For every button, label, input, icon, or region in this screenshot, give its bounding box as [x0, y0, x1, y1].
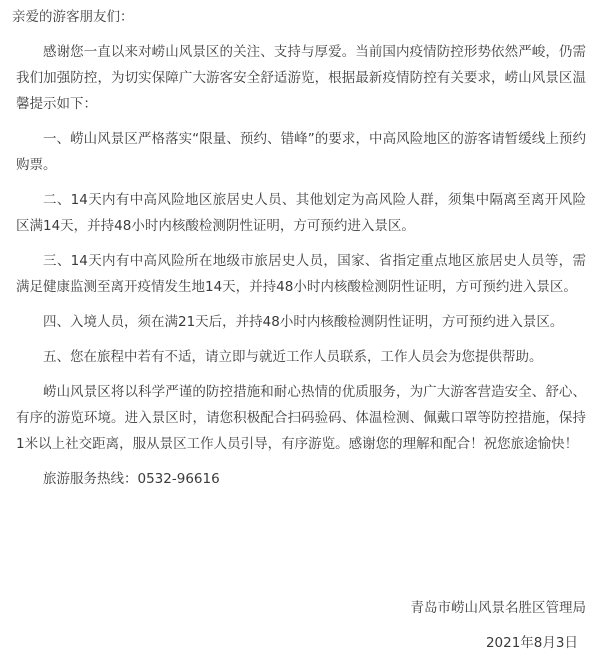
issue-date: 2021年8月3日 — [485, 635, 578, 651]
rule-item-4: 四、入境人员，须在满21天后，并持48小时内核酸检测阴性证明，方可预约进入景区。 — [43, 314, 564, 330]
rule-item-3: 三、14天内有中高风险所在地级市旅居史人员，国家、省指定重点地区旅居史人员等，需满足健康监测至离开疫情发生地14天，并持48小时内核酸检测阴性证明，方可预约进入景区。 — [16, 253, 586, 295]
rule-item-1: 一、崂山风景区严格落实“限量、预约、错峰”的要求，中高风险地区的游客请暂缓线上预约购票。 — [16, 131, 586, 173]
intro-paragraph: 感谢您一直以来对崂山风景区的关注、支持与厚爱。当前国内疫情防控形势依然严峻，仍需我们加强防控，为切实保障广大游客安全舒适游览，根据最新疫情防控有关要求，崂山风景区温馨提示如下： — [16, 44, 586, 112]
greeting: 亲爱的游客朋友们： — [12, 9, 134, 25]
rule-item-2: 二、14天内有中高风险地区旅居史人员、其他划定为高风险人群，须集中隔离至离开风险区满14天，并持48小时内核酸检测阴性证明，方可预约进入景区。 — [16, 192, 586, 234]
issuer-signature: 青岛市崂山风景名胜区管理局 — [410, 600, 586, 616]
service-hotline: 旅游服务热线：0532-96616 — [43, 471, 220, 487]
rule-item-5: 五、您在旅程中若有不适，请立即与就近工作人员联系，工作人员会为您提供帮助。 — [43, 349, 543, 365]
closing-paragraph: 崂山风景区将以科学严谨的防控措施和耐心热情的优质服务，为广大游客营造安全、舒心、有序的游览环境。进入景区时，请您积极配合扫码验码、体温检测、佩戴口罩等防控措施，保持1米以上社交距离，服从景区工作人员引导，有序游览。感谢您的理解和配合！祝您旅途愉快！ — [16, 384, 586, 452]
